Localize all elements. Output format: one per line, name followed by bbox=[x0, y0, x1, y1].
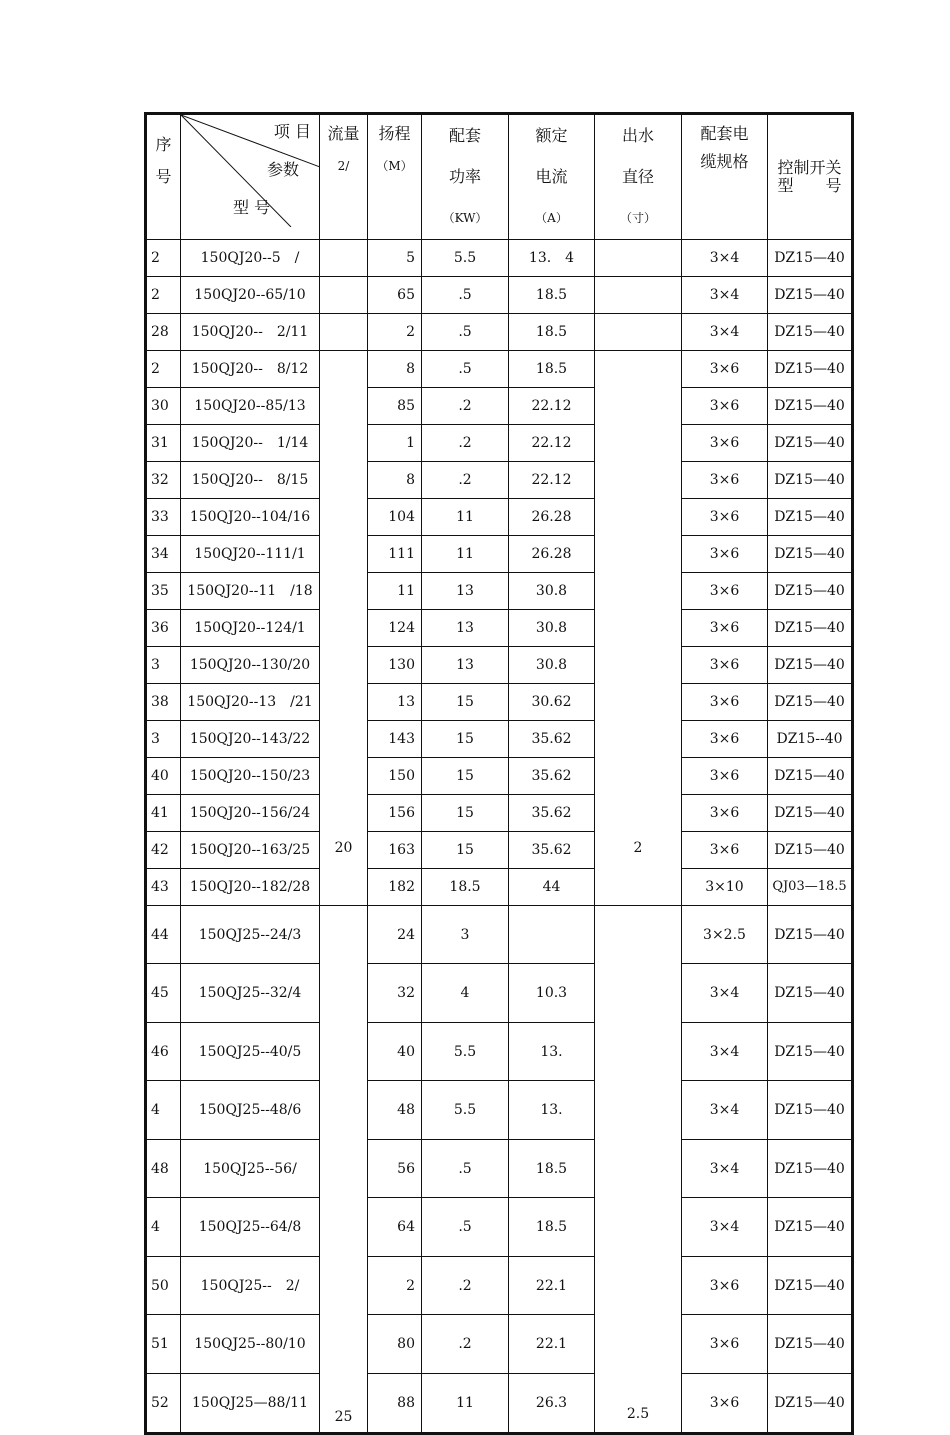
table-row bbox=[146, 462, 853, 499]
cell-current: 35.62 bbox=[509, 758, 595, 795]
table-row bbox=[146, 425, 853, 462]
cell-power: 3 bbox=[422, 906, 509, 964]
cell-switch: DZ15—40 bbox=[768, 906, 853, 964]
cell-head: 64 bbox=[368, 1198, 422, 1256]
cell-switch: DZ15—40 bbox=[768, 647, 853, 684]
cell-switch: DZ15—40 bbox=[768, 425, 853, 462]
cell-outlet bbox=[595, 240, 682, 277]
cell-switch: DZ15—40 bbox=[768, 1139, 853, 1197]
cell-current: 26.3 bbox=[509, 1373, 595, 1433]
header-power: 配套 功率 （KW） bbox=[422, 114, 509, 240]
cell-no: 4 bbox=[146, 1081, 181, 1139]
cell-head: 130 bbox=[368, 647, 422, 684]
table-row bbox=[146, 721, 853, 758]
cell-no: 48 bbox=[146, 1139, 181, 1197]
cell-current: 30.8 bbox=[509, 610, 595, 647]
cell-head: 40 bbox=[368, 1022, 422, 1080]
cell-cable: 3×6 bbox=[682, 684, 768, 721]
cell-no: 36 bbox=[146, 610, 181, 647]
cell-current: 18.5 bbox=[509, 277, 595, 314]
table-row bbox=[146, 499, 853, 536]
cell-power: .5 bbox=[422, 1198, 509, 1256]
cell-power: .2 bbox=[422, 462, 509, 499]
table-row bbox=[146, 795, 853, 832]
cell-power: 13 bbox=[422, 573, 509, 610]
cell-current: 30.62 bbox=[509, 684, 595, 721]
cell-head: 104 bbox=[368, 499, 422, 536]
cell-head: 13 bbox=[368, 684, 422, 721]
cell-current: 35.62 bbox=[509, 832, 595, 869]
cell-cable: 3×6 bbox=[682, 499, 768, 536]
table-row bbox=[146, 1139, 853, 1197]
cell-switch: DZ15—40 bbox=[768, 388, 853, 425]
cell-power: 11 bbox=[422, 536, 509, 573]
cell-head: 32 bbox=[368, 964, 422, 1022]
header-head: 扬程 （M） bbox=[368, 114, 422, 240]
cell-head: 182 bbox=[368, 869, 422, 906]
cell-model: 150QJ20-- 1/14 bbox=[181, 425, 320, 462]
cell-no: 41 bbox=[146, 795, 181, 832]
cell-model: 150QJ25-- 2/ bbox=[181, 1256, 320, 1314]
cell-switch: DZ15—40 bbox=[768, 1022, 853, 1080]
cell-switch: DZ15--40 bbox=[768, 721, 853, 758]
cell-model: 150QJ25--48/6 bbox=[181, 1081, 320, 1139]
cell-no: 50 bbox=[146, 1256, 181, 1314]
cell-model: 150QJ20--65/10 bbox=[181, 277, 320, 314]
cell-no: 2 bbox=[146, 277, 181, 314]
cell-power: 5.5 bbox=[422, 240, 509, 277]
cell-head: 11 bbox=[368, 573, 422, 610]
cell-model: 150QJ25--64/8 bbox=[181, 1198, 320, 1256]
cell-cable: 3×6 bbox=[682, 832, 768, 869]
cell-switch: DZ15—40 bbox=[768, 1315, 853, 1373]
cell-switch: DZ15—40 bbox=[768, 832, 853, 869]
cell-head: 111 bbox=[368, 536, 422, 573]
cell-current: 18.5 bbox=[509, 314, 595, 351]
header-seq: 序 号 bbox=[146, 114, 181, 240]
cell-model: 150QJ25--24/3 bbox=[181, 906, 320, 964]
cell-cable: 3×2.5 bbox=[682, 906, 768, 964]
header-item: 项 目 bbox=[273, 122, 311, 141]
cell-flow-25: 25 bbox=[320, 906, 368, 1434]
cell-current: 18.5 bbox=[509, 1139, 595, 1197]
cell-power: 15 bbox=[422, 721, 509, 758]
cell-power: 5.5 bbox=[422, 1081, 509, 1139]
header-model: 型 号 bbox=[233, 198, 271, 217]
cell-switch: DZ15—40 bbox=[768, 610, 853, 647]
cell-no: 3 bbox=[146, 721, 181, 758]
table-row bbox=[146, 647, 853, 684]
table-row bbox=[146, 869, 853, 906]
cell-cable: 3×6 bbox=[682, 1256, 768, 1314]
cell-no: 45 bbox=[146, 964, 181, 1022]
cell-power: 18.5 bbox=[422, 869, 509, 906]
cell-switch: QJ03—18.5 bbox=[768, 869, 853, 906]
cell-no: 38 bbox=[146, 684, 181, 721]
cell-current: 30.8 bbox=[509, 647, 595, 684]
cell-switch: DZ15—40 bbox=[768, 758, 853, 795]
cell-no: 33 bbox=[146, 499, 181, 536]
cell-cable: 3×4 bbox=[682, 240, 768, 277]
cell-flow bbox=[320, 314, 368, 351]
cell-outlet bbox=[595, 277, 682, 314]
cell-current: 13. 4 bbox=[509, 240, 595, 277]
cell-power: .2 bbox=[422, 388, 509, 425]
cell-switch: DZ15—40 bbox=[768, 684, 853, 721]
cell-power: .2 bbox=[422, 425, 509, 462]
cell-head: 2 bbox=[368, 1256, 422, 1314]
cell-model: 150QJ20--85/13 bbox=[181, 388, 320, 425]
cell-current: 35.62 bbox=[509, 795, 595, 832]
cell-power: 15 bbox=[422, 832, 509, 869]
cell-head: 56 bbox=[368, 1139, 422, 1197]
table-row bbox=[146, 832, 853, 869]
cell-cable: 3×4 bbox=[682, 1022, 768, 1080]
cell-switch: DZ15—40 bbox=[768, 964, 853, 1022]
cell-cable: 3×4 bbox=[682, 1198, 768, 1256]
cell-head: 156 bbox=[368, 795, 422, 832]
cell-cable: 3×6 bbox=[682, 536, 768, 573]
cell-cable: 3×4 bbox=[682, 277, 768, 314]
cell-current: 13. bbox=[509, 1022, 595, 1080]
cell-flow-20: 20 bbox=[320, 351, 368, 906]
table-row bbox=[146, 964, 853, 1022]
cell-model: 150QJ25--40/5 bbox=[181, 1022, 320, 1080]
table-row bbox=[146, 1373, 853, 1433]
table-row bbox=[146, 277, 853, 314]
table-row bbox=[146, 536, 853, 573]
cell-current bbox=[509, 906, 595, 964]
cell-model: 150QJ25--32/4 bbox=[181, 964, 320, 1022]
cell-switch: DZ15—40 bbox=[768, 462, 853, 499]
cell-head: 5 bbox=[368, 240, 422, 277]
cell-head: 85 bbox=[368, 388, 422, 425]
cell-head: 88 bbox=[368, 1373, 422, 1433]
header-outlet: 出水 直径 （寸） bbox=[595, 114, 682, 240]
table-row bbox=[146, 573, 853, 610]
cell-power: 4 bbox=[422, 964, 509, 1022]
cell-flow bbox=[320, 240, 368, 277]
cell-head: 48 bbox=[368, 1081, 422, 1139]
pump-spec-table bbox=[144, 112, 854, 1435]
cell-switch: DZ15—40 bbox=[768, 351, 853, 388]
cell-model: 150QJ20--143/22 bbox=[181, 721, 320, 758]
cell-flow bbox=[320, 277, 368, 314]
cell-switch: DZ15—40 bbox=[768, 1373, 853, 1433]
cell-power: .2 bbox=[422, 1315, 509, 1373]
cell-switch: DZ15—40 bbox=[768, 795, 853, 832]
cell-no: 46 bbox=[146, 1022, 181, 1080]
cell-head: 1 bbox=[368, 425, 422, 462]
cell-current: 26.28 bbox=[509, 499, 595, 536]
cell-no: 28 bbox=[146, 314, 181, 351]
header-switch: 控制开关 型 号 bbox=[768, 114, 853, 240]
table-row bbox=[146, 610, 853, 647]
cell-power: 15 bbox=[422, 795, 509, 832]
cell-no: 30 bbox=[146, 388, 181, 425]
cell-cable: 3×6 bbox=[682, 1373, 768, 1433]
cell-power: .5 bbox=[422, 314, 509, 351]
cell-no: 44 bbox=[146, 906, 181, 964]
table-row bbox=[146, 1256, 853, 1314]
cell-cable: 3×4 bbox=[682, 1081, 768, 1139]
cell-power: 5.5 bbox=[422, 1022, 509, 1080]
cell-cable: 3×4 bbox=[682, 964, 768, 1022]
cell-switch: DZ15—40 bbox=[768, 277, 853, 314]
table-row bbox=[146, 758, 853, 795]
cell-model: 150QJ20-- 2/11 bbox=[181, 314, 320, 351]
cell-no: 3 bbox=[146, 647, 181, 684]
header-param: 参数 bbox=[266, 160, 299, 179]
table-row bbox=[146, 1315, 853, 1373]
cell-switch: DZ15—40 bbox=[768, 240, 853, 277]
cell-no: 35 bbox=[146, 573, 181, 610]
cell-cable: 3×4 bbox=[682, 1139, 768, 1197]
cell-switch: DZ15—40 bbox=[768, 1081, 853, 1139]
cell-cable: 3×6 bbox=[682, 795, 768, 832]
cell-cable: 3×6 bbox=[682, 388, 768, 425]
cell-current: 22.12 bbox=[509, 425, 595, 462]
cell-model: 150QJ20--156/24 bbox=[181, 795, 320, 832]
cell-power: 11 bbox=[422, 1373, 509, 1433]
cell-no: 43 bbox=[146, 869, 181, 906]
table-row bbox=[146, 351, 853, 388]
cell-power: .5 bbox=[422, 351, 509, 388]
cell-current: 22.12 bbox=[509, 388, 595, 425]
cell-head: 163 bbox=[368, 832, 422, 869]
cell-model: 150QJ25--80/10 bbox=[181, 1315, 320, 1373]
table-row bbox=[146, 906, 853, 964]
cell-head: 65 bbox=[368, 277, 422, 314]
cell-current: 22.1 bbox=[509, 1256, 595, 1314]
cell-current: 18.5 bbox=[509, 351, 595, 388]
cell-no: 31 bbox=[146, 425, 181, 462]
cell-switch: DZ15—40 bbox=[768, 499, 853, 536]
cell-current: 30.8 bbox=[509, 573, 595, 610]
cell-model: 150QJ20-- 8/12 bbox=[181, 351, 320, 388]
cell-model: 150QJ25—88/11 bbox=[181, 1373, 320, 1433]
cell-current: 26.28 bbox=[509, 536, 595, 573]
cell-cable: 3×6 bbox=[682, 425, 768, 462]
cell-head: 143 bbox=[368, 721, 422, 758]
cell-model: 150QJ20-- 8/15 bbox=[181, 462, 320, 499]
table-row bbox=[146, 388, 853, 425]
cell-head: 8 bbox=[368, 462, 422, 499]
cell-outlet-2: 2 bbox=[595, 351, 682, 906]
cell-cable: 3×6 bbox=[682, 721, 768, 758]
cell-no: 42 bbox=[146, 832, 181, 869]
table-row bbox=[146, 1081, 853, 1139]
cell-model: 150QJ20--163/25 bbox=[181, 832, 320, 869]
cell-outlet bbox=[595, 314, 682, 351]
cell-model: 150QJ25--56/ bbox=[181, 1139, 320, 1197]
cell-power: 13 bbox=[422, 647, 509, 684]
cell-power: 13 bbox=[422, 610, 509, 647]
cell-switch: DZ15—40 bbox=[768, 573, 853, 610]
cell-current: 35.62 bbox=[509, 721, 595, 758]
cell-power: 15 bbox=[422, 758, 509, 795]
cell-no: 34 bbox=[146, 536, 181, 573]
cell-no: 51 bbox=[146, 1315, 181, 1373]
cell-head: 24 bbox=[368, 906, 422, 964]
cell-current: 22.1 bbox=[509, 1315, 595, 1373]
cell-model: 150QJ20--104/16 bbox=[181, 499, 320, 536]
cell-no: 2 bbox=[146, 351, 181, 388]
cell-switch: DZ15—40 bbox=[768, 1198, 853, 1256]
cell-model: 150QJ20--182/28 bbox=[181, 869, 320, 906]
cell-cable: 3×6 bbox=[682, 610, 768, 647]
cell-cable: 3×6 bbox=[682, 647, 768, 684]
cell-switch: DZ15—40 bbox=[768, 536, 853, 573]
table-row bbox=[146, 1198, 853, 1256]
cell-head: 2 bbox=[368, 314, 422, 351]
cell-cable: 3×10 bbox=[682, 869, 768, 906]
cell-outlet-25: 2.5 bbox=[595, 906, 682, 1434]
header-current: 额定 电流 （A） bbox=[509, 114, 595, 240]
cell-power: 11 bbox=[422, 499, 509, 536]
cell-current: 44 bbox=[509, 869, 595, 906]
cell-head: 124 bbox=[368, 610, 422, 647]
cell-cable: 3×4 bbox=[682, 314, 768, 351]
cell-model: 150QJ20--11 /18 bbox=[181, 573, 320, 610]
cell-power: .5 bbox=[422, 277, 509, 314]
cell-head: 80 bbox=[368, 1315, 422, 1373]
cell-model: 150QJ20--130/20 bbox=[181, 647, 320, 684]
header-diagonal-cell bbox=[181, 114, 320, 240]
cell-power: .5 bbox=[422, 1139, 509, 1197]
cell-switch: DZ15—40 bbox=[768, 314, 853, 351]
cell-head: 150 bbox=[368, 758, 422, 795]
cell-model: 150QJ20--5 / bbox=[181, 240, 320, 277]
table-row bbox=[146, 684, 853, 721]
cell-current: 13. bbox=[509, 1081, 595, 1139]
cell-cable: 3×6 bbox=[682, 462, 768, 499]
cell-cable: 3×6 bbox=[682, 351, 768, 388]
cell-no: 4 bbox=[146, 1198, 181, 1256]
cell-model: 150QJ20--124/1 bbox=[181, 610, 320, 647]
cell-current: 18.5 bbox=[509, 1198, 595, 1256]
cell-no: 32 bbox=[146, 462, 181, 499]
header-flow: 流量 2/ bbox=[320, 114, 368, 240]
cell-head: 8 bbox=[368, 351, 422, 388]
cell-no: 2 bbox=[146, 240, 181, 277]
cell-model: 150QJ20--13 /21 bbox=[181, 684, 320, 721]
table-row bbox=[146, 314, 853, 351]
cell-cable: 3×6 bbox=[682, 1315, 768, 1373]
cell-cable: 3×6 bbox=[682, 758, 768, 795]
cell-model: 150QJ20--111/1 bbox=[181, 536, 320, 573]
header-cable: 配套电 缆规格 bbox=[682, 114, 768, 240]
cell-current: 22.12 bbox=[509, 462, 595, 499]
table-row bbox=[146, 240, 853, 277]
cell-switch: DZ15—40 bbox=[768, 1256, 853, 1314]
cell-cable: 3×6 bbox=[682, 573, 768, 610]
cell-current: 10.3 bbox=[509, 964, 595, 1022]
cell-power: .2 bbox=[422, 1256, 509, 1314]
cell-model: 150QJ20--150/23 bbox=[181, 758, 320, 795]
cell-power: 15 bbox=[422, 684, 509, 721]
header-row bbox=[146, 114, 853, 240]
cell-no: 40 bbox=[146, 758, 181, 795]
table-row bbox=[146, 1022, 853, 1080]
cell-no: 52 bbox=[146, 1373, 181, 1433]
